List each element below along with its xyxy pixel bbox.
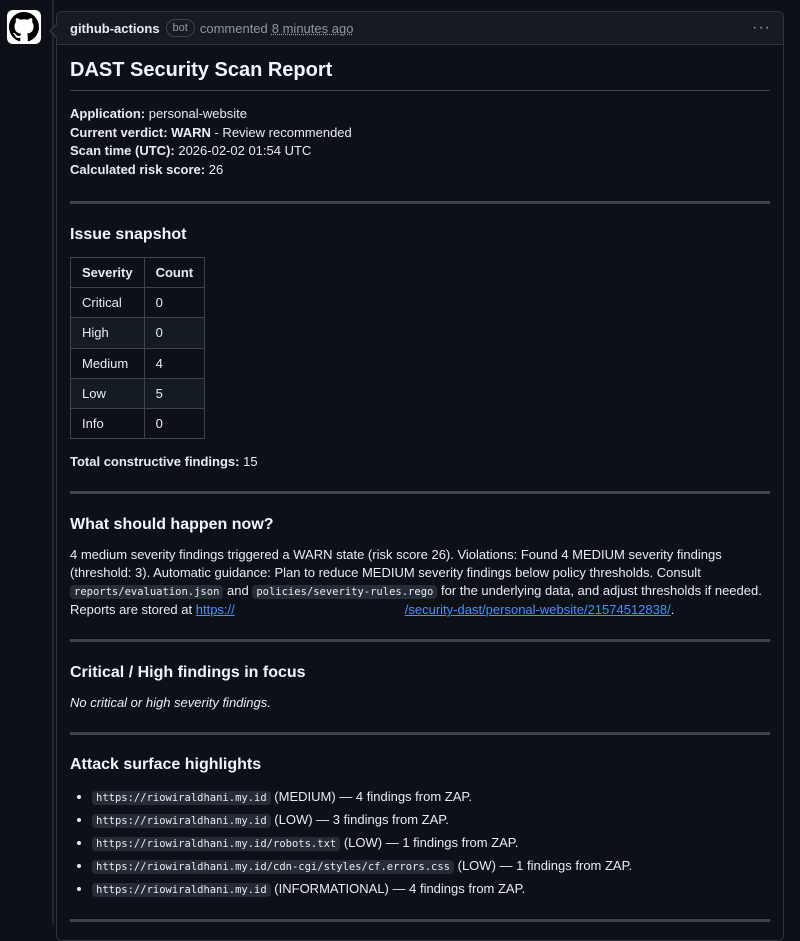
severity-table [70,257,205,439]
list-item [92,809,770,832]
divider [70,201,770,204]
column-header: Count [144,258,205,288]
report-title: DAST Security Scan Report [70,45,770,91]
comment-pointer-fill [51,24,58,38]
comment-timestamp[interactable]: 8 minutes ago [271,20,354,36]
meta-label: Application: [70,106,146,121]
author-link[interactable]: github-actions [70,20,160,36]
critical-text: No critical or high severity findings. [70,695,271,711]
severity-cell: High [71,318,145,348]
next-heading: What should happen now? [70,516,274,534]
finding-desc: (INFORMATIONAL) — 4 findings from ZAP. [270,881,526,897]
finding-desc: (LOW) — 1 findings from ZAP. [454,858,633,874]
table-row [71,408,205,438]
meta-risk-score [70,161,770,180]
list-item [92,878,770,901]
divider [70,491,770,494]
meta-label: Scan time (UTC): [70,143,175,158]
link-prefix: https:// [195,602,235,618]
total-label: Total constructive findings: [70,454,240,470]
severity-cell: Info [71,408,145,438]
meta-scan-time [70,142,770,161]
url-code: https://riowiraldhani.my.id [92,791,271,805]
meta-label: Calculated risk score: [70,161,206,177]
next-text: 4 medium severity findings triggered a WARN state (risk score 26). Violations: Found 4 MEDIUM severity findings (threshold: 3). Automatic guidance: Plan to reduce MEDIUM severity findings below policy thresholds. Consult [70,547,722,581]
kebab-horizontal-icon[interactable]: ··· [752,19,771,36]
timeline-line [52,0,54,925]
report-meta [70,105,770,179]
severity-rules-code: policies/severity-rules.rego [252,585,437,599]
period: . [670,602,675,618]
comment-action: commented [199,20,268,36]
snapshot-heading: Issue snapshot [70,226,187,243]
next-text: for the underlying data, and adjust thresholds if needed. Reports are stored at [70,583,762,618]
divider [70,732,770,735]
comment-header [57,12,783,45]
total-findings [70,453,770,471]
table-header-row [71,258,205,288]
link-suffix: /security-dast/personal-website/21574512838/ [404,602,671,618]
avatar[interactable] [7,10,41,44]
attack-list [70,786,770,901]
meta-application [70,105,770,124]
table-row [71,318,205,348]
count-cell: 0 [144,318,205,348]
meta-value: personal-website [145,106,247,121]
count-cell: 0 [144,288,205,318]
comment-box [56,11,784,941]
comment-body [57,45,783,922]
count-cell: 4 [144,348,205,378]
url-code: https://riowiraldhani.my.id [92,814,271,828]
finding-desc: (MEDIUM) — 4 findings from ZAP. [270,789,472,805]
table-row [71,288,205,318]
count-cell: 5 [144,378,205,408]
list-item [92,855,770,878]
severity-cell: Low [71,378,145,408]
meta-extra: - Review recommended [210,124,352,140]
reports-link[interactable] [196,602,671,617]
critical-heading: Critical / High findings in focus [70,664,306,682]
severity-cell: Critical [71,288,145,318]
bot-badge: bot [166,19,195,37]
list-item [92,786,770,809]
next-paragraph [70,546,770,619]
table-row [71,348,205,378]
url-code: https://riowiraldhani.my.id/robots.txt [92,837,340,851]
meta-verdict [70,124,770,143]
meta-value: 2026-02-02 01:54 UTC [174,143,312,158]
column-header: Severity [71,258,145,288]
table-row [71,378,205,408]
meta-value: WARN [167,124,211,140]
meta-value: 26 [205,161,224,177]
next-and: and [223,583,253,599]
attack-heading: Attack surface highlights [70,756,262,774]
github-mark-icon [9,12,39,42]
count-cell: 0 [144,408,205,438]
divider [70,919,770,922]
finding-desc: (LOW) — 1 findings from ZAP. [340,835,519,851]
url-code: https://riowiraldhani.my.id/cdn-cgi/styles/cf.errors.css [92,860,454,874]
url-code: https://riowiraldhani.my.id [92,883,271,897]
meta-label: Current verdict: [70,124,168,140]
divider [70,639,770,642]
severity-cell: Medium [71,348,145,378]
evaluation-json-code: reports/evaluation.json [70,585,223,599]
total-value: 15 [239,454,258,470]
list-item [92,832,770,855]
redacted-host [235,605,405,616]
finding-desc: (LOW) — 3 findings from ZAP. [270,812,449,828]
